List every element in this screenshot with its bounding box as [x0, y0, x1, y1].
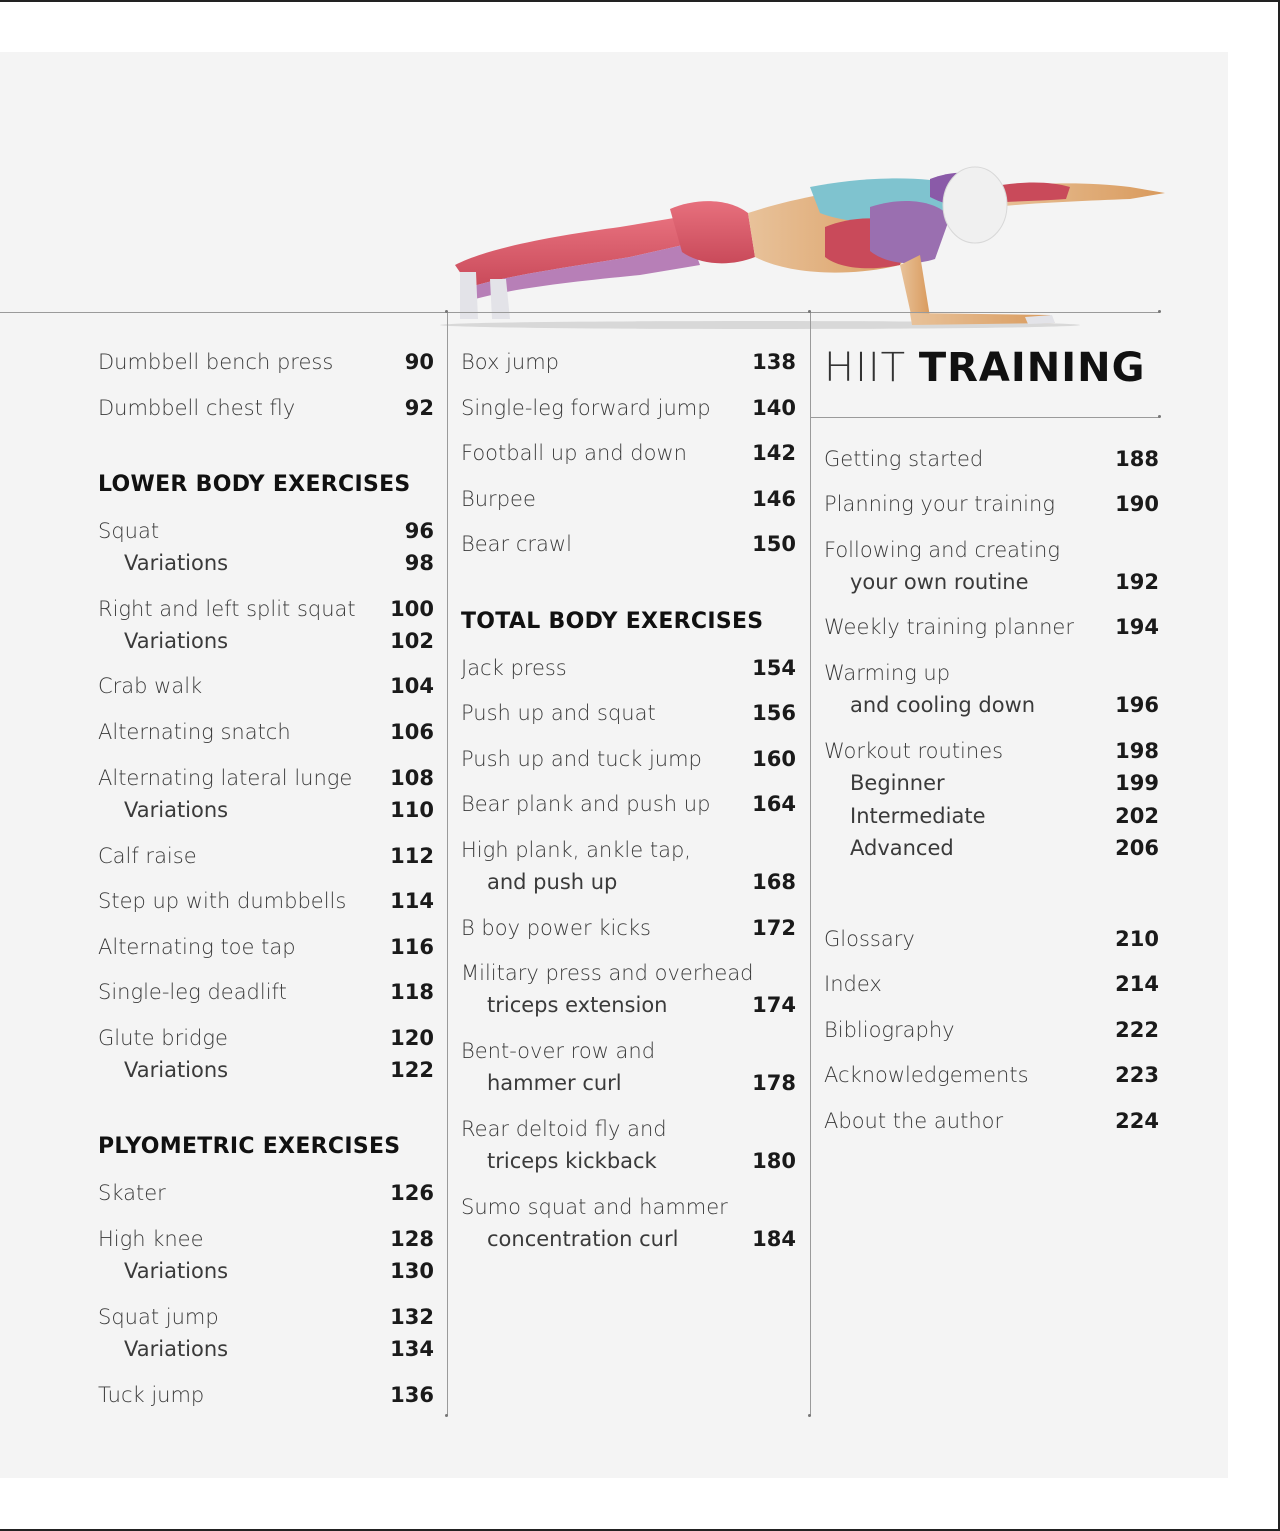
rule-dot — [808, 1414, 811, 1417]
toc-entry[interactable]: Alternating toe tap 116 — [98, 935, 434, 959]
toc-entry[interactable]: Dumbbell chest fly 92 — [98, 396, 434, 420]
toc-entry[interactable]: About the author 224 — [824, 1109, 1159, 1133]
toc-entry[interactable]: Single-leg deadlift 118 — [98, 980, 434, 1004]
contents-page — [0, 52, 1228, 1478]
toc-entry[interactable]: Workout routines 198 — [824, 739, 1159, 763]
toc-entry[interactable]: Bent-over row and hammer curl 178 — [461, 1039, 796, 1095]
toc-entry[interactable]: Crab walk 104 — [98, 674, 434, 698]
contents-column-3 — [824, 52, 1159, 1478]
toc-entry[interactable]: Glossary 210 — [824, 927, 1159, 951]
section-heading-total-body: TOTAL BODY EXERCISES — [461, 609, 764, 634]
toc-entry[interactable]: Alternating snatch 106 — [98, 720, 434, 744]
toc-entry[interactable]: Following and creating your own routine 192 — [824, 538, 1159, 594]
rule-dot — [808, 310, 811, 313]
toc-entry[interactable]: Dumbbell bench press 90 — [98, 350, 434, 374]
toc-entry[interactable]: Rear deltoid fly and triceps kickback 180 — [461, 1117, 796, 1173]
toc-entry[interactable]: Military press and overhead triceps extension 174 — [461, 961, 796, 1017]
section-heading-plyometric: PLYOMETRIC EXERCISES — [98, 1134, 401, 1159]
toc-entry[interactable]: Variations 110 — [124, 798, 434, 822]
toc-entry[interactable]: Box jump 138 — [461, 350, 796, 374]
toc-entry[interactable]: High knee 128 — [98, 1227, 434, 1251]
toc-entry[interactable]: Acknowledgements 223 — [824, 1063, 1159, 1087]
toc-entry[interactable]: Variations 98 — [124, 551, 434, 575]
toc-entry[interactable]: Squat jump 132 — [98, 1305, 434, 1329]
toc-entry[interactable]: Tuck jump 136 — [98, 1383, 434, 1407]
toc-entry[interactable]: High plank, ankle tap, and push up 168 — [461, 838, 796, 894]
toc-entry[interactable]: Index 214 — [824, 972, 1159, 996]
toc-entry[interactable]: Warming up and cooling down 196 — [824, 661, 1159, 717]
toc-entry[interactable]: Bibliography 222 — [824, 1018, 1159, 1042]
toc-entry[interactable]: Skater 126 — [98, 1181, 434, 1205]
toc-entry[interactable]: Bear crawl 150 — [461, 532, 796, 556]
column-divider-2 — [810, 312, 811, 1416]
toc-entry[interactable]: Jack press 154 — [461, 656, 796, 680]
toc-entry[interactable]: Beginner 199 — [850, 771, 1159, 795]
toc-entry[interactable]: Bear plank and push up 164 — [461, 792, 796, 816]
toc-entry[interactable]: Variations 134 — [124, 1337, 434, 1361]
toc-entry[interactable]: Single-leg forward jump 140 — [461, 396, 796, 420]
toc-entry[interactable]: Calf raise 112 — [98, 844, 434, 868]
toc-entry[interactable]: Right and left split squat 100 — [98, 597, 434, 621]
page-border-top — [0, 0, 1280, 2]
toc-entry[interactable]: Burpee 146 — [461, 487, 796, 511]
toc-entry[interactable]: Step up with dumbbells 114 — [98, 889, 434, 913]
contents-column-1 — [98, 52, 434, 1478]
toc-entry[interactable]: Variations 130 — [124, 1259, 434, 1283]
contents-column-2 — [461, 52, 796, 1478]
toc-entry[interactable]: Advanced 206 — [850, 836, 1159, 860]
toc-entry[interactable]: Push up and tuck jump 160 — [461, 747, 796, 771]
hiit-training-title: HIIT TRAINING — [824, 345, 1146, 391]
toc-entry[interactable]: Variations 102 — [124, 629, 434, 653]
toc-entry[interactable]: B boy power kicks 172 — [461, 916, 796, 940]
toc-entry[interactable]: Alternating lateral lunge 108 — [98, 766, 434, 790]
toc-entry[interactable]: Push up and squat 156 — [461, 701, 796, 725]
toc-entry[interactable]: Variations 122 — [124, 1058, 434, 1082]
column-divider-1 — [447, 312, 448, 1416]
toc-entry[interactable]: Football up and down 142 — [461, 441, 796, 465]
toc-entry[interactable]: Getting started 188 — [824, 447, 1159, 471]
section-heading-lower-body: LOWER BODY EXERCISES — [98, 472, 411, 497]
toc-entry[interactable]: Intermediate 202 — [850, 804, 1159, 828]
toc-entry[interactable]: Weekly training planner 194 — [824, 615, 1159, 639]
rule-dot — [445, 310, 448, 313]
toc-entry[interactable]: Sumo squat and hammer concentration curl 184 — [461, 1195, 796, 1251]
toc-entry[interactable]: Planning your training 190 — [824, 492, 1159, 516]
toc-entry[interactable]: Squat 96 — [98, 519, 434, 543]
toc-entry[interactable]: Glute bridge 120 — [98, 1026, 434, 1050]
rule-dot — [445, 1414, 448, 1417]
